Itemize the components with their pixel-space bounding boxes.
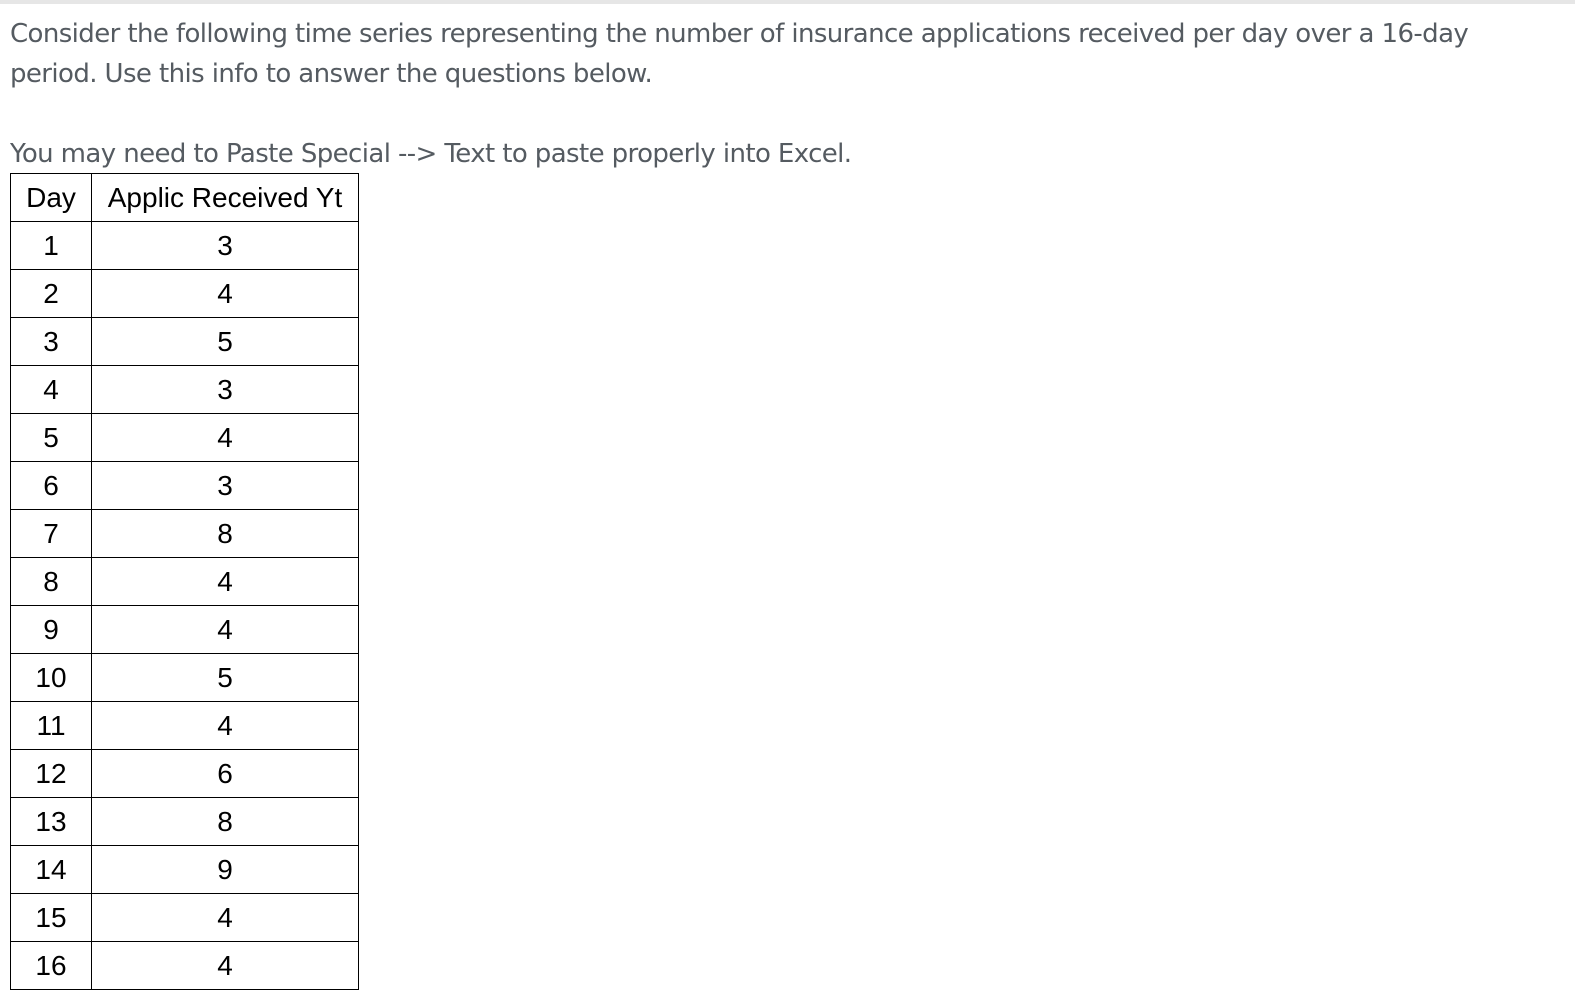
day-cell: 16	[11, 942, 92, 990]
table-row	[11, 654, 359, 702]
table-row	[11, 750, 359, 798]
data-table	[10, 173, 359, 990]
table-header-row	[11, 174, 359, 222]
table-row	[11, 462, 359, 510]
table-row	[11, 270, 359, 318]
day-cell: 1	[11, 222, 92, 270]
value-cell: 4	[92, 558, 359, 606]
value-cell: 6	[92, 750, 359, 798]
day-cell: 14	[11, 846, 92, 894]
table-row	[11, 318, 359, 366]
question-intro: Consider the following time series representing the number of insurance applications received per day over a 16-day period. Use this info to answer the questions below.	[10, 19, 1469, 89]
top-divider	[0, 0, 1575, 4]
table-row	[11, 606, 359, 654]
day-cell: 2	[11, 270, 92, 318]
header-day: Day	[11, 174, 92, 222]
value-cell: 8	[92, 510, 359, 558]
day-cell: 15	[11, 894, 92, 942]
day-cell: 3	[11, 318, 92, 366]
paste-note: You may need to Paste Special --> Text to paste properly into Excel.	[10, 139, 852, 169]
day-cell: 13	[11, 798, 92, 846]
table-row	[11, 222, 359, 270]
value-cell: 4	[92, 702, 359, 750]
value-cell: 5	[92, 318, 359, 366]
table-row	[11, 798, 359, 846]
day-cell: 12	[11, 750, 92, 798]
value-cell: 8	[92, 798, 359, 846]
table-row	[11, 414, 359, 462]
value-cell: 3	[92, 366, 359, 414]
day-cell: 6	[11, 462, 92, 510]
table-row	[11, 942, 359, 990]
day-cell: 5	[11, 414, 92, 462]
header-applic-received: Applic Received Yt	[92, 174, 359, 222]
table-row	[11, 366, 359, 414]
value-cell: 4	[92, 270, 359, 318]
value-cell: 4	[92, 942, 359, 990]
table-row	[11, 510, 359, 558]
table-row	[11, 846, 359, 894]
table-row	[11, 702, 359, 750]
table-row	[11, 558, 359, 606]
day-cell: 8	[11, 558, 92, 606]
table-row	[11, 894, 359, 942]
value-cell: 4	[92, 894, 359, 942]
day-cell: 7	[11, 510, 92, 558]
value-cell: 9	[92, 846, 359, 894]
day-cell: 10	[11, 654, 92, 702]
day-cell: 4	[11, 366, 92, 414]
value-cell: 4	[92, 606, 359, 654]
day-cell: 9	[11, 606, 92, 654]
question-text	[10, 14, 1550, 169]
day-cell: 11	[11, 702, 92, 750]
value-cell: 5	[92, 654, 359, 702]
value-cell: 3	[92, 222, 359, 270]
value-cell: 3	[92, 462, 359, 510]
value-cell: 4	[92, 414, 359, 462]
